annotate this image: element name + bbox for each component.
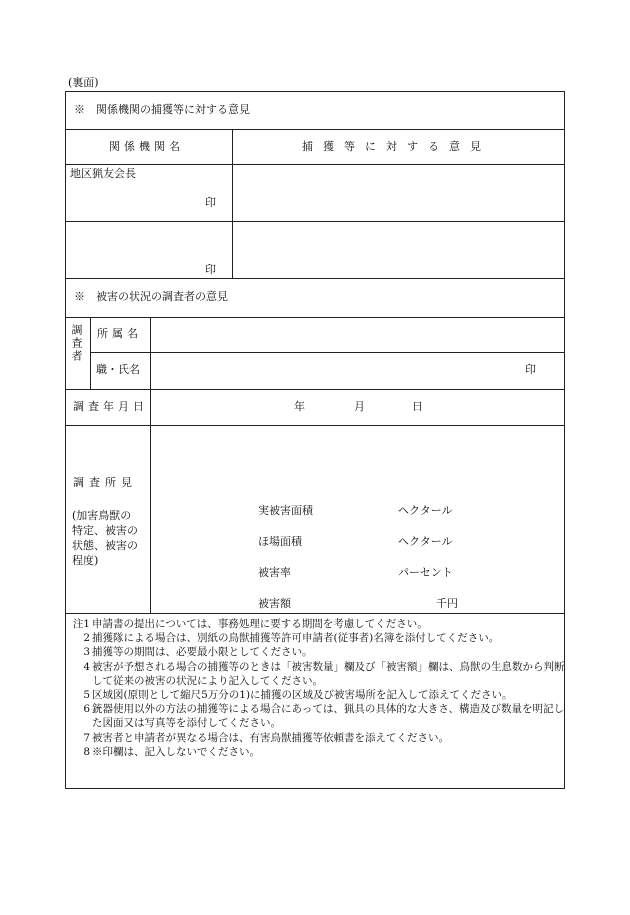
findings-label: 調査所見	[73, 476, 137, 489]
note-text: 被害者と申請者が異なる場合は、有害鳥獣捕獲等依頼書を添えてください。	[92, 731, 449, 744]
metric-label-damage-amount: 被害額	[258, 597, 291, 610]
note-text: 区域図(原則として縮尺5万分の1)に捕獲の区域及び被害場所を記入して添えてください。	[92, 689, 513, 702]
note-number: 3	[83, 646, 90, 659]
page-side-label: (裏面)	[68, 76, 99, 89]
rule-findings	[65, 613, 565, 614]
note-number: 8	[83, 745, 90, 758]
metric-label-field-area: ほ場面積	[258, 535, 302, 548]
note-item	[70, 617, 566, 631]
note-text: 申請書の提出については、事務処理に要する期間を考慮してください。	[92, 618, 428, 630]
affiliation-label: 所属名	[97, 327, 142, 340]
note-number: 4	[83, 660, 90, 673]
note-text: 被害が予想される場合の捕獲等のときは「被害数量」欄及び「被害額」欄は、鳥獣の生息数から判断して従来の被害の状況により記入してください。	[92, 660, 565, 687]
rule-col-investigator	[90, 317, 91, 389]
findings-note-line2: 特定、被害の	[72, 524, 138, 537]
rule-col-agency	[232, 129, 233, 278]
note-text: 銃器使用以外の方法の捕獲等による場合にあっては、猟具の具体的な大きさ、構造及び数量を明記した図面又は写真等を添付してください。	[92, 703, 564, 730]
notes-list	[70, 617, 566, 759]
investigator-label: 調査者	[70, 324, 83, 363]
metric-unit-field-area: ヘクタール	[398, 535, 453, 548]
note-item	[70, 660, 566, 688]
date-month-marker: 月	[354, 400, 365, 413]
metric-unit-damage-amount: 千円	[436, 597, 458, 610]
findings-note-line1: (加害鳥獣の	[72, 509, 132, 522]
note-text: ※印欄は、記入しないでください。	[92, 745, 260, 758]
note-item	[70, 688, 566, 702]
row2-seal: 印	[205, 263, 216, 276]
note-number: 2	[83, 632, 90, 645]
position-name-label: 職・氏名	[96, 363, 140, 376]
note-item	[70, 702, 566, 730]
row1-seal: 印	[205, 196, 216, 209]
note-number: 5	[83, 689, 90, 702]
rule-affiliation	[90, 352, 565, 353]
date-year-marker: 年	[294, 400, 305, 413]
rule-section1-header	[65, 129, 565, 130]
metric-label-damage-rate: 被害率	[258, 566, 291, 579]
row1-agency-name: 地区猟友会長	[70, 167, 136, 180]
note-number: 7	[83, 731, 90, 744]
findings-note-line3: 状態、被害の	[72, 539, 138, 552]
metric-unit-actual-damage-area: ヘクタール	[398, 504, 453, 517]
note-number: 6	[83, 703, 90, 716]
note-item	[70, 631, 566, 645]
note-text: 捕獲等の期間は、必要最小限としてください。	[92, 646, 313, 659]
note-item	[70, 731, 566, 745]
col-header-opinion: 捕獲等に対する意見	[302, 140, 491, 153]
note-number: 注1	[72, 618, 90, 630]
findings-note-line4: 程度)	[72, 554, 99, 567]
date-day-marker: 日	[412, 400, 423, 413]
investigator-seal: 印	[525, 363, 536, 376]
note-item	[70, 745, 566, 759]
rule-row2	[65, 278, 565, 279]
col-header-agency: 関係機関名	[109, 140, 184, 153]
note-text: 捕獲隊による場合は、別紙の鳥獣捕獲等許可申請者(従事者)名簿を添付してください。	[92, 632, 500, 645]
date-label: 調査年月日	[73, 400, 148, 413]
metric-unit-damage-rate: パーセント	[398, 566, 453, 579]
section2-title: ※ 被害の状況の調査者の意見	[74, 290, 228, 303]
rule-investigator	[65, 389, 565, 390]
rule-date	[65, 425, 565, 426]
section1-title: ※ 関係機関の捕獲等に対する意見	[74, 103, 250, 116]
rule-col-labels	[150, 317, 151, 613]
rule-columns-header	[65, 164, 565, 165]
note-item	[70, 645, 566, 659]
rule-section2-header	[65, 317, 565, 318]
metric-label-actual-damage-area: 実被害面積	[258, 504, 313, 517]
rule-row1	[65, 221, 565, 222]
